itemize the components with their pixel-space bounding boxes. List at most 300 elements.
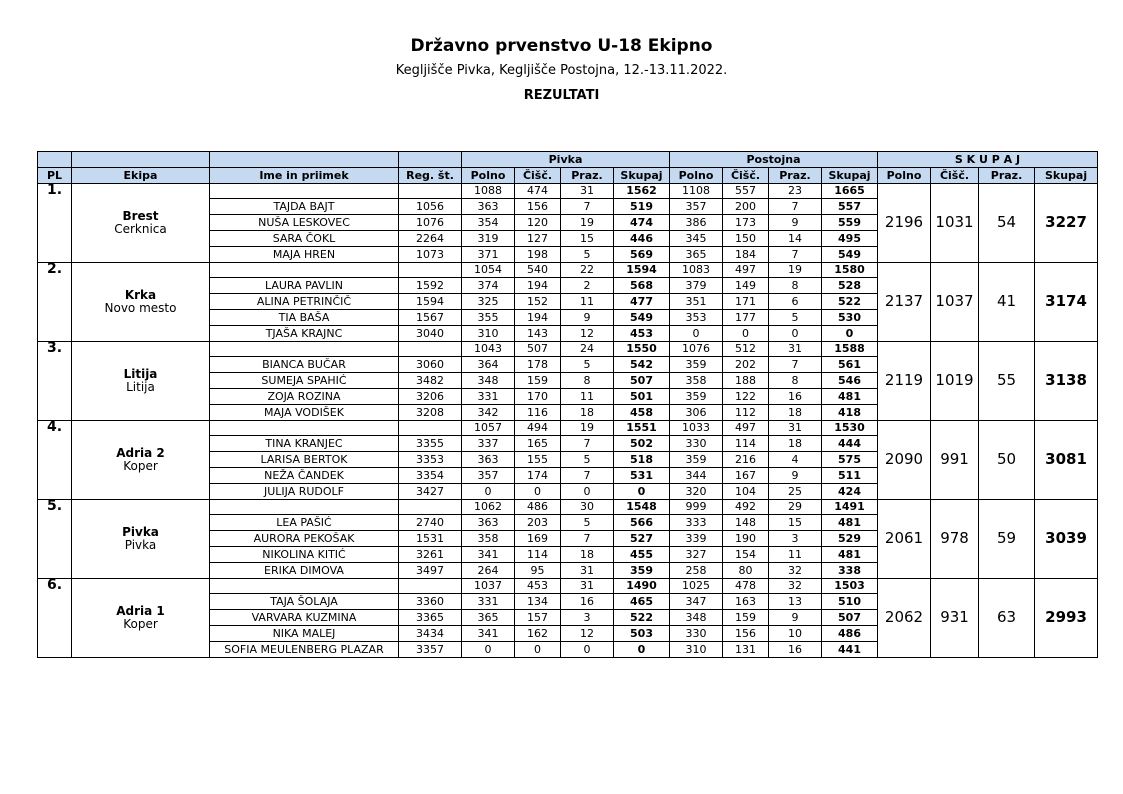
player-postojna-praz: 7 bbox=[769, 199, 822, 215]
player-pivka-cisc: 155 bbox=[515, 452, 561, 468]
player-reg: 3434 bbox=[399, 625, 462, 641]
player-pivka-polno: 358 bbox=[462, 531, 515, 547]
team-postojna-skupaj: 1580 bbox=[822, 262, 878, 278]
player-postojna-skupaj: 511 bbox=[822, 467, 878, 483]
team-postojna-cisc: 557 bbox=[723, 183, 769, 199]
col-total-praz: Praz. bbox=[979, 167, 1035, 183]
col-pivka-praz: Praz. bbox=[561, 167, 614, 183]
player-postojna-praz: 13 bbox=[769, 594, 822, 610]
team-postojna-polno: 999 bbox=[670, 499, 723, 515]
team-postojna-polno: 1033 bbox=[670, 420, 723, 436]
player-postojna-skupaj: 529 bbox=[822, 531, 878, 547]
player-pivka-praz: 15 bbox=[561, 230, 614, 246]
player-postojna-skupaj: 0 bbox=[822, 325, 878, 341]
team-total-praz: 59 bbox=[979, 499, 1035, 578]
player-pivka-polno: 354 bbox=[462, 215, 515, 231]
player-pivka-cisc: 162 bbox=[515, 625, 561, 641]
team-pivka-cisc: 540 bbox=[515, 262, 561, 278]
team-name: Litija bbox=[123, 366, 158, 381]
player-pivka-praz: 11 bbox=[561, 294, 614, 310]
player-postojna-polno: 359 bbox=[670, 388, 723, 404]
player-reg: 1056 bbox=[399, 199, 462, 215]
team-total-skupaj: 3081 bbox=[1035, 420, 1098, 499]
player-postojna-polno: 306 bbox=[670, 404, 723, 420]
player-postojna-cisc: 171 bbox=[723, 294, 769, 310]
player-pivka-cisc: 194 bbox=[515, 278, 561, 294]
player-pivka-skupaj: 531 bbox=[614, 467, 670, 483]
player-pivka-cisc: 174 bbox=[515, 467, 561, 483]
player-postojna-skupaj: 441 bbox=[822, 641, 878, 657]
blank-cell bbox=[210, 499, 399, 515]
player-pivka-praz: 7 bbox=[561, 436, 614, 452]
player-postojna-skupaj: 481 bbox=[822, 515, 878, 531]
col-postojna-praz: Praz. bbox=[769, 167, 822, 183]
team-pivka-polno: 1037 bbox=[462, 578, 515, 594]
player-postojna-praz: 15 bbox=[769, 515, 822, 531]
player-pivka-praz: 5 bbox=[561, 357, 614, 373]
player-pivka-cisc: 143 bbox=[515, 325, 561, 341]
player-postojna-polno: 351 bbox=[670, 294, 723, 310]
player-pivka-cisc: 0 bbox=[515, 483, 561, 499]
col-pl: PL bbox=[38, 167, 72, 183]
player-postojna-skupaj: 495 bbox=[822, 230, 878, 246]
player-reg: 1076 bbox=[399, 215, 462, 231]
player-postojna-cisc: 154 bbox=[723, 546, 769, 562]
player-name: TINA KRANJEC bbox=[210, 436, 399, 452]
player-pivka-skupaj: 569 bbox=[614, 246, 670, 262]
group-header-row bbox=[38, 152, 1098, 168]
team-total-skupaj: 2993 bbox=[1035, 578, 1098, 657]
team-total-cisc: 978 bbox=[931, 499, 979, 578]
team-city: Koper bbox=[123, 616, 158, 631]
page-title: Državno prvenstvo U-18 Ekipno bbox=[410, 36, 713, 56]
player-pivka-skupaj: 518 bbox=[614, 452, 670, 468]
team-postojna-praz: 23 bbox=[769, 183, 822, 199]
player-pivka-praz: 3 bbox=[561, 610, 614, 626]
player-pivka-polno: 374 bbox=[462, 278, 515, 294]
player-postojna-skupaj: 561 bbox=[822, 357, 878, 373]
team-postojna-cisc: 497 bbox=[723, 420, 769, 436]
player-pivka-praz: 7 bbox=[561, 531, 614, 547]
player-pivka-cisc: 165 bbox=[515, 436, 561, 452]
player-postojna-skupaj: 424 bbox=[822, 483, 878, 499]
team-pivka-skupaj: 1550 bbox=[614, 341, 670, 357]
player-postojna-cisc: 159 bbox=[723, 610, 769, 626]
player-pivka-polno: 348 bbox=[462, 373, 515, 389]
team-pivka-polno: 1057 bbox=[462, 420, 515, 436]
player-postojna-polno: 0 bbox=[670, 325, 723, 341]
player-postojna-skupaj: 507 bbox=[822, 610, 878, 626]
blank-cell bbox=[399, 152, 462, 168]
player-name: NIKA MALEJ bbox=[210, 625, 399, 641]
team-total-praz: 50 bbox=[979, 420, 1035, 499]
team-postojna-praz: 31 bbox=[769, 420, 822, 436]
player-name: VARVARA KUZMINA bbox=[210, 610, 399, 626]
player-reg: 3365 bbox=[399, 610, 462, 626]
blank-cell bbox=[210, 420, 399, 436]
player-pivka-polno: 363 bbox=[462, 199, 515, 215]
player-pivka-praz: 11 bbox=[561, 388, 614, 404]
player-postojna-polno: 310 bbox=[670, 641, 723, 657]
player-postojna-polno: 347 bbox=[670, 594, 723, 610]
player-postojna-praz: 7 bbox=[769, 246, 822, 262]
player-reg: 1531 bbox=[399, 531, 462, 547]
player-postojna-polno: 379 bbox=[670, 278, 723, 294]
player-postojna-cisc: 156 bbox=[723, 625, 769, 641]
player-name: LEA PAŠIĆ bbox=[210, 515, 399, 531]
player-postojna-skupaj: 559 bbox=[822, 215, 878, 231]
player-pivka-skupaj: 465 bbox=[614, 594, 670, 610]
player-pivka-cisc: 170 bbox=[515, 388, 561, 404]
team-cell bbox=[72, 420, 210, 499]
team-total-praz: 41 bbox=[979, 262, 1035, 341]
player-pivka-praz: 12 bbox=[561, 325, 614, 341]
player-pivka-polno: 325 bbox=[462, 294, 515, 310]
blank-cell bbox=[399, 420, 462, 436]
player-pivka-polno: 0 bbox=[462, 483, 515, 499]
player-pivka-skupaj: 502 bbox=[614, 436, 670, 452]
player-postojna-cisc: 122 bbox=[723, 388, 769, 404]
col-postojna-skupaj: Skupaj bbox=[822, 167, 878, 183]
player-pivka-polno: 264 bbox=[462, 562, 515, 578]
player-postojna-praz: 9 bbox=[769, 610, 822, 626]
team-pivka-cisc: 507 bbox=[515, 341, 561, 357]
team-total-cisc: 931 bbox=[931, 578, 979, 657]
team-total-skupaj: 3174 bbox=[1035, 262, 1098, 341]
player-pivka-cisc: 95 bbox=[515, 562, 561, 578]
player-postojna-cisc: 167 bbox=[723, 467, 769, 483]
player-name: TAJA ŠOLAJA bbox=[210, 594, 399, 610]
player-postojna-skupaj: 575 bbox=[822, 452, 878, 468]
player-postojna-polno: 345 bbox=[670, 230, 723, 246]
player-pivka-polno: 355 bbox=[462, 309, 515, 325]
player-pivka-cisc: 169 bbox=[515, 531, 561, 547]
player-pivka-skupaj: 522 bbox=[614, 610, 670, 626]
player-pivka-praz: 18 bbox=[561, 404, 614, 420]
player-reg: 1592 bbox=[399, 278, 462, 294]
player-postojna-polno: 359 bbox=[670, 357, 723, 373]
team-cell bbox=[72, 499, 210, 578]
player-postojna-cisc: 188 bbox=[723, 373, 769, 389]
player-postojna-cisc: 216 bbox=[723, 452, 769, 468]
player-pivka-cisc: 152 bbox=[515, 294, 561, 310]
blank-cell bbox=[399, 578, 462, 594]
player-pivka-polno: 365 bbox=[462, 610, 515, 626]
player-pivka-skupaj: 0 bbox=[614, 483, 670, 499]
player-postojna-polno: 353 bbox=[670, 309, 723, 325]
col-pivka-cisc: Čišč. bbox=[515, 167, 561, 183]
team-city: Litija bbox=[126, 379, 155, 394]
blank-cell bbox=[210, 152, 399, 168]
player-postojna-cisc: 131 bbox=[723, 641, 769, 657]
player-reg: 1073 bbox=[399, 246, 462, 262]
team-cell bbox=[72, 262, 210, 341]
player-postojna-skupaj: 510 bbox=[822, 594, 878, 610]
team-postojna-skupaj: 1503 bbox=[822, 578, 878, 594]
team-total-skupaj: 3039 bbox=[1035, 499, 1098, 578]
player-postojna-cisc: 112 bbox=[723, 404, 769, 420]
player-name: JULIJA RUDOLF bbox=[210, 483, 399, 499]
team-place: 3. bbox=[38, 341, 72, 420]
player-pivka-skupaj: 359 bbox=[614, 562, 670, 578]
player-postojna-praz: 9 bbox=[769, 215, 822, 231]
team-row bbox=[38, 262, 1098, 278]
player-reg: 1567 bbox=[399, 309, 462, 325]
player-pivka-praz: 5 bbox=[561, 515, 614, 531]
team-total-cisc: 1019 bbox=[931, 341, 979, 420]
team-total-skupaj: 3138 bbox=[1035, 341, 1098, 420]
player-postojna-praz: 16 bbox=[769, 388, 822, 404]
team-pivka-skupaj: 1594 bbox=[614, 262, 670, 278]
player-pivka-cisc: 198 bbox=[515, 246, 561, 262]
player-pivka-skupaj: 453 bbox=[614, 325, 670, 341]
blank-cell bbox=[399, 341, 462, 357]
blank-cell bbox=[38, 152, 72, 168]
player-postojna-praz: 18 bbox=[769, 436, 822, 452]
player-pivka-praz: 7 bbox=[561, 199, 614, 215]
team-total-polno: 2061 bbox=[878, 499, 931, 578]
player-reg: 3206 bbox=[399, 388, 462, 404]
player-pivka-polno: 319 bbox=[462, 230, 515, 246]
player-pivka-polno: 342 bbox=[462, 404, 515, 420]
player-name: NEŽA ČANDEK bbox=[210, 467, 399, 483]
team-postojna-skupaj: 1530 bbox=[822, 420, 878, 436]
player-postojna-skupaj: 557 bbox=[822, 199, 878, 215]
player-postojna-polno: 344 bbox=[670, 467, 723, 483]
col-total-skupaj: Skupaj bbox=[1035, 167, 1098, 183]
team-postojna-cisc: 478 bbox=[723, 578, 769, 594]
player-name: SOFIA MEULENBERG PLAZAR bbox=[210, 641, 399, 657]
player-reg: 3427 bbox=[399, 483, 462, 499]
player-pivka-cisc: 157 bbox=[515, 610, 561, 626]
team-postojna-polno: 1076 bbox=[670, 341, 723, 357]
player-postojna-skupaj: 338 bbox=[822, 562, 878, 578]
team-total-praz: 55 bbox=[979, 341, 1035, 420]
group-postojna: Postojna bbox=[670, 152, 878, 168]
player-postojna-skupaj: 481 bbox=[822, 546, 878, 562]
team-postojna-praz: 31 bbox=[769, 341, 822, 357]
team-postojna-polno: 1083 bbox=[670, 262, 723, 278]
team-total-cisc: 1037 bbox=[931, 262, 979, 341]
player-reg: 3353 bbox=[399, 452, 462, 468]
player-pivka-skupaj: 519 bbox=[614, 199, 670, 215]
player-reg: 3040 bbox=[399, 325, 462, 341]
player-postojna-praz: 18 bbox=[769, 404, 822, 420]
col-pivka-skupaj: Skupaj bbox=[614, 167, 670, 183]
player-postojna-cisc: 114 bbox=[723, 436, 769, 452]
player-pivka-skupaj: 0 bbox=[614, 641, 670, 657]
team-postojna-polno: 1025 bbox=[670, 578, 723, 594]
player-postojna-polno: 386 bbox=[670, 215, 723, 231]
player-postojna-cisc: 184 bbox=[723, 246, 769, 262]
player-pivka-cisc: 156 bbox=[515, 199, 561, 215]
player-postojna-skupaj: 522 bbox=[822, 294, 878, 310]
team-cell bbox=[72, 183, 210, 262]
player-pivka-polno: 363 bbox=[462, 452, 515, 468]
team-place: 5. bbox=[38, 499, 72, 578]
team-postojna-skupaj: 1665 bbox=[822, 183, 878, 199]
team-pivka-skupaj: 1548 bbox=[614, 499, 670, 515]
team-total-polno: 2137 bbox=[878, 262, 931, 341]
player-postojna-praz: 32 bbox=[769, 562, 822, 578]
player-pivka-skupaj: 527 bbox=[614, 531, 670, 547]
section-heading: REZULTATI bbox=[523, 88, 600, 103]
team-pivka-cisc: 486 bbox=[515, 499, 561, 515]
team-pivka-praz: 31 bbox=[561, 183, 614, 199]
team-pivka-praz: 19 bbox=[561, 420, 614, 436]
player-name: TIA BAŠA bbox=[210, 309, 399, 325]
player-postojna-cisc: 163 bbox=[723, 594, 769, 610]
blank-cell bbox=[210, 183, 399, 199]
team-total-polno: 2090 bbox=[878, 420, 931, 499]
player-name: MAJA VODIŠEK bbox=[210, 404, 399, 420]
col-postojna-polno: Polno bbox=[670, 167, 723, 183]
player-pivka-skupaj: 542 bbox=[614, 357, 670, 373]
player-pivka-praz: 7 bbox=[561, 467, 614, 483]
team-pivka-cisc: 453 bbox=[515, 578, 561, 594]
player-pivka-skupaj: 477 bbox=[614, 294, 670, 310]
player-postojna-praz: 25 bbox=[769, 483, 822, 499]
team-name: Adria 1 bbox=[116, 603, 165, 618]
team-postojna-skupaj: 1588 bbox=[822, 341, 878, 357]
team-postojna-praz: 19 bbox=[769, 262, 822, 278]
player-postojna-praz: 8 bbox=[769, 278, 822, 294]
player-postojna-cisc: 177 bbox=[723, 309, 769, 325]
player-postojna-polno: 359 bbox=[670, 452, 723, 468]
player-postojna-polno: 348 bbox=[670, 610, 723, 626]
col-total-polno: Polno bbox=[878, 167, 931, 183]
player-postojna-polno: 330 bbox=[670, 625, 723, 641]
player-postojna-cisc: 173 bbox=[723, 215, 769, 231]
player-postojna-skupaj: 530 bbox=[822, 309, 878, 325]
player-reg: 1594 bbox=[399, 294, 462, 310]
team-city: Novo mesto bbox=[104, 300, 177, 315]
player-postojna-skupaj: 486 bbox=[822, 625, 878, 641]
team-name: Krka bbox=[124, 287, 157, 302]
player-pivka-praz: 8 bbox=[561, 373, 614, 389]
team-pivka-polno: 1043 bbox=[462, 341, 515, 357]
player-pivka-praz: 0 bbox=[561, 483, 614, 499]
blank-cell bbox=[399, 499, 462, 515]
team-row bbox=[38, 499, 1098, 515]
team-postojna-skupaj: 1491 bbox=[822, 499, 878, 515]
team-total-skupaj: 3227 bbox=[1035, 183, 1098, 262]
team-total-polno: 2062 bbox=[878, 578, 931, 657]
col-ime: Ime in priimek bbox=[210, 167, 399, 183]
player-name: NIKOLINA KITIĆ bbox=[210, 546, 399, 562]
player-name: TJAŠA KRAJNC bbox=[210, 325, 399, 341]
player-postojna-cisc: 80 bbox=[723, 562, 769, 578]
player-postojna-praz: 6 bbox=[769, 294, 822, 310]
player-name: NUŠA LESKOVEC bbox=[210, 215, 399, 231]
team-pivka-cisc: 494 bbox=[515, 420, 561, 436]
team-place: 2. bbox=[38, 262, 72, 341]
player-postojna-polno: 358 bbox=[670, 373, 723, 389]
player-postojna-cisc: 190 bbox=[723, 531, 769, 547]
team-postojna-cisc: 512 bbox=[723, 341, 769, 357]
team-postojna-cisc: 497 bbox=[723, 262, 769, 278]
player-reg: 3482 bbox=[399, 373, 462, 389]
player-postojna-skupaj: 418 bbox=[822, 404, 878, 420]
team-postojna-praz: 32 bbox=[769, 578, 822, 594]
player-pivka-skupaj: 458 bbox=[614, 404, 670, 420]
player-postojna-praz: 8 bbox=[769, 373, 822, 389]
player-postojna-polno: 327 bbox=[670, 546, 723, 562]
player-pivka-cisc: 134 bbox=[515, 594, 561, 610]
page-subtitle: Kegljišče Pivka, Kegljišče Postojna, 12.-13.11.2022. bbox=[395, 63, 728, 78]
player-postojna-cisc: 150 bbox=[723, 230, 769, 246]
col-postojna-cisc: Čišč. bbox=[723, 167, 769, 183]
col-pivka-polno: Polno bbox=[462, 167, 515, 183]
player-pivka-praz: 12 bbox=[561, 625, 614, 641]
team-row bbox=[38, 420, 1098, 436]
team-name: Adria 2 bbox=[116, 445, 165, 460]
column-header-row bbox=[38, 167, 1098, 183]
blank-cell bbox=[72, 152, 210, 168]
player-postojna-praz: 4 bbox=[769, 452, 822, 468]
player-postojna-skupaj: 549 bbox=[822, 246, 878, 262]
results-table bbox=[37, 151, 1098, 658]
player-pivka-skupaj: 455 bbox=[614, 546, 670, 562]
player-postojna-praz: 10 bbox=[769, 625, 822, 641]
player-postojna-cisc: 148 bbox=[723, 515, 769, 531]
team-postojna-polno: 1108 bbox=[670, 183, 723, 199]
player-pivka-praz: 16 bbox=[561, 594, 614, 610]
player-pivka-cisc: 159 bbox=[515, 373, 561, 389]
player-pivka-polno: 331 bbox=[462, 594, 515, 610]
team-total-polno: 2119 bbox=[878, 341, 931, 420]
player-pivka-polno: 331 bbox=[462, 388, 515, 404]
team-total-cisc: 991 bbox=[931, 420, 979, 499]
player-postojna-cisc: 149 bbox=[723, 278, 769, 294]
player-postojna-cisc: 200 bbox=[723, 199, 769, 215]
player-pivka-skupaj: 474 bbox=[614, 215, 670, 231]
team-pivka-polno: 1062 bbox=[462, 499, 515, 515]
player-postojna-cisc: 104 bbox=[723, 483, 769, 499]
team-place: 1. bbox=[38, 183, 72, 262]
player-postojna-polno: 258 bbox=[670, 562, 723, 578]
player-postojna-polno: 339 bbox=[670, 531, 723, 547]
player-pivka-cisc: 0 bbox=[515, 641, 561, 657]
player-name: MAJA HREN bbox=[210, 246, 399, 262]
player-name: BIANCA BUČAR bbox=[210, 357, 399, 373]
player-pivka-praz: 19 bbox=[561, 215, 614, 231]
player-name: LARISA BERTOK bbox=[210, 452, 399, 468]
team-total-praz: 54 bbox=[979, 183, 1035, 262]
player-postojna-praz: 11 bbox=[769, 546, 822, 562]
player-postojna-praz: 9 bbox=[769, 467, 822, 483]
player-pivka-polno: 310 bbox=[462, 325, 515, 341]
team-postojna-praz: 29 bbox=[769, 499, 822, 515]
player-postojna-skupaj: 444 bbox=[822, 436, 878, 452]
player-pivka-polno: 341 bbox=[462, 625, 515, 641]
team-total-praz: 63 bbox=[979, 578, 1035, 657]
player-reg: 2740 bbox=[399, 515, 462, 531]
team-pivka-skupaj: 1562 bbox=[614, 183, 670, 199]
player-pivka-praz: 18 bbox=[561, 546, 614, 562]
team-city: Cerknica bbox=[114, 221, 167, 236]
player-pivka-praz: 5 bbox=[561, 452, 614, 468]
player-postojna-skupaj: 481 bbox=[822, 388, 878, 404]
player-pivka-cisc: 114 bbox=[515, 546, 561, 562]
player-pivka-praz: 2 bbox=[561, 278, 614, 294]
team-row bbox=[38, 341, 1098, 357]
team-pivka-polno: 1088 bbox=[462, 183, 515, 199]
player-name: AURORA PEKOŠAK bbox=[210, 531, 399, 547]
team-pivka-praz: 30 bbox=[561, 499, 614, 515]
player-pivka-skupaj: 549 bbox=[614, 309, 670, 325]
team-postojna-cisc: 492 bbox=[723, 499, 769, 515]
